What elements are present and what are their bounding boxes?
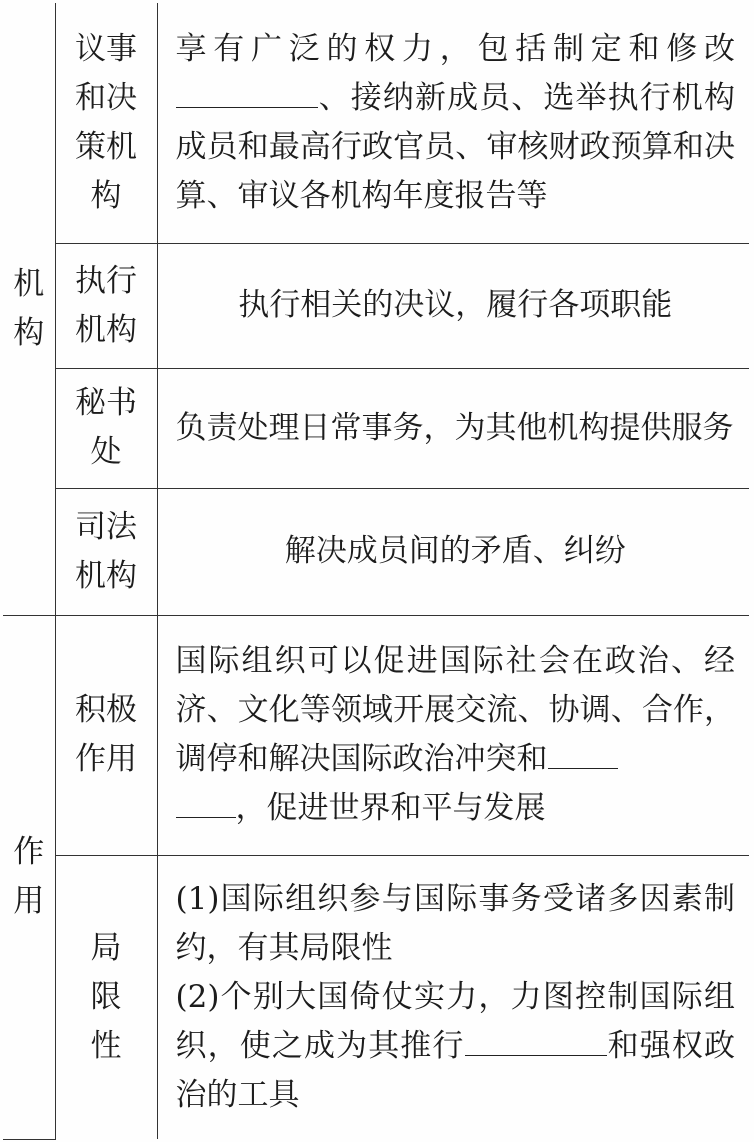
text-after-blank: ，促进世界和平与发展 — [235, 790, 546, 826]
row-label-line: 执行 — [75, 262, 137, 299]
category-label — [13, 260, 44, 358]
row-label-line: 作用 — [75, 741, 137, 777]
text-after-blank: 、接纳新成员、选举执行机构成员和最高行政官员、审核财政预算和决算、审议各机构年度报告等 — [175, 79, 735, 214]
row-label-line: 司法 — [75, 508, 137, 545]
row-label-cell — [55, 488, 157, 615]
row-label-cell — [55, 3, 157, 243]
row-label-line: 积极 — [75, 692, 137, 728]
category-cell-zuoyong — [3, 615, 55, 1139]
row-description-cell — [157, 243, 749, 368]
table-row — [3, 855, 749, 1139]
row-label-line: 秘书 — [75, 385, 137, 421]
fill-in-blank — [465, 1029, 607, 1056]
row-label-cell — [55, 368, 157, 488]
description-text — [176, 637, 736, 833]
text-before-blank: (2)个别大国倚仗实力，力图控制国际组织，使之成为其推行 — [175, 978, 735, 1064]
row-description-cell — [157, 615, 749, 855]
row-label-line: 机构 — [75, 311, 137, 348]
row-description-cell — [157, 855, 749, 1139]
text-after-blank: 和强权政治的工具 — [175, 1027, 736, 1113]
table-row — [3, 368, 749, 488]
text-before-blank: 国际组织可以促进国际社会在政治、经济、文化等领域开展交流、协调、合作，调停和解决国际政治冲突和 — [175, 643, 735, 777]
row-label-line: 策机 — [75, 128, 137, 165]
row-label-cell — [55, 855, 157, 1139]
row-label-cell — [55, 243, 157, 368]
international-organization-table — [3, 3, 749, 1140]
category-label-glyph: 作 — [13, 834, 45, 870]
description-text: 负责处理日常事务，为其他机构提供服务 — [175, 409, 734, 446]
row-description-cell — [157, 488, 749, 615]
fill-in-blank — [176, 81, 318, 108]
row-description-cell — [157, 3, 749, 243]
table-row — [3, 488, 749, 615]
row-label-line: 限 — [90, 978, 122, 1015]
row-label-line: 和决 — [75, 79, 137, 116]
category-cell-jigou — [3, 3, 55, 615]
row-label-line: 处 — [90, 434, 122, 470]
row-label-line: 局 — [90, 929, 122, 966]
category-label-glyph: 机 — [13, 265, 45, 302]
table-row — [3, 243, 749, 368]
row-description-cell — [157, 368, 749, 488]
description-text — [176, 25, 736, 221]
row-label-cell — [55, 615, 157, 855]
row-label-line: 议事 — [75, 30, 137, 67]
category-label-glyph: 构 — [13, 314, 45, 351]
fill-in-blank — [176, 791, 236, 818]
fill-in-blank — [548, 742, 618, 769]
text-before-blank: 享有广泛的权力，包括制定和修改 — [175, 30, 735, 67]
row-label-line: 性 — [90, 1027, 122, 1064]
row-label-line: 机构 — [75, 557, 137, 594]
description-text: 解决成员间的矛盾、纠纷 — [284, 533, 626, 569]
limitation-point-2 — [176, 973, 736, 1120]
row-label-line: 构 — [90, 177, 122, 214]
description-text: 执行相关的决议，履行各项职能 — [238, 287, 673, 323]
table-row — [3, 3, 749, 243]
category-label-glyph: 用 — [13, 883, 45, 919]
category-label-char — [13, 828, 44, 926]
limitation-point-1: (1)国际组织参与国际事务受诸多因素制约，有其局限性 — [175, 880, 735, 966]
category-label-char — [13, 260, 44, 358]
category-label — [13, 828, 44, 926]
table-row — [3, 615, 749, 855]
